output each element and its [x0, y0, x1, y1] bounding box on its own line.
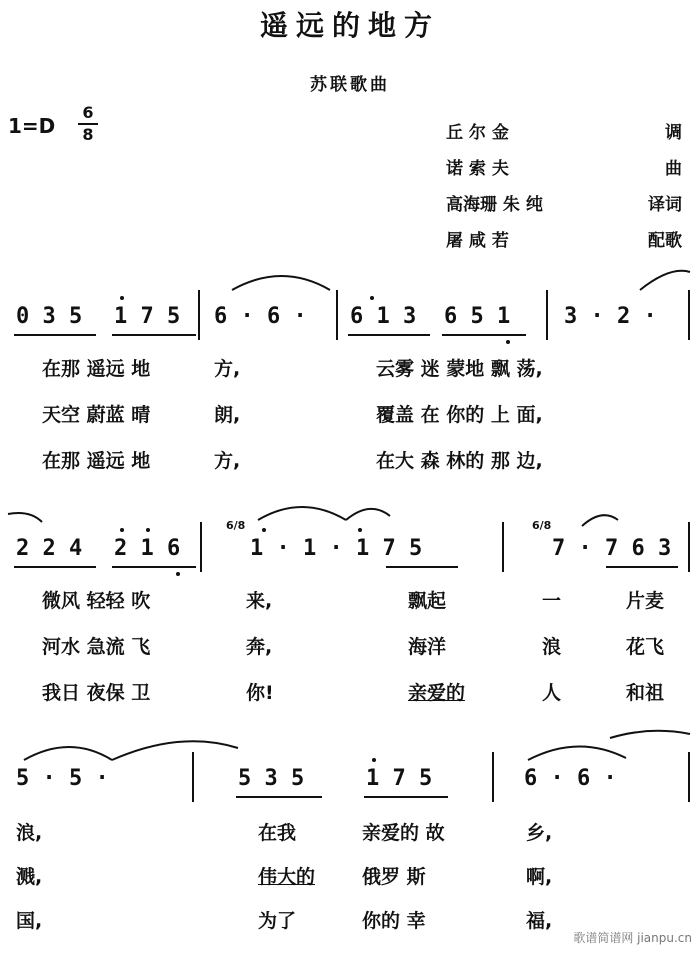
- lyric-line: 在那 遥远 地: [42, 450, 151, 472]
- credit-name: 高海珊 朱 纯: [446, 195, 543, 215]
- slur: [112, 741, 238, 760]
- lyric-line: 在大 森 林的 那 边,: [376, 450, 543, 472]
- slur: [346, 509, 390, 520]
- note-group: 6 · 6 ·: [214, 304, 307, 329]
- lyric-line: 亲爱的 故: [362, 822, 445, 844]
- credit-role: 曲: [665, 159, 682, 179]
- barline: [200, 522, 202, 572]
- notation-line-1: [0, 304, 700, 338]
- lyric-line: 片麦: [626, 590, 665, 612]
- lyric-line: 亲爱的: [408, 682, 466, 704]
- credit-name: 诺 索 夫: [446, 159, 509, 179]
- lyric-line: 天空 蔚蓝 晴: [42, 404, 151, 426]
- octave-dot: [262, 528, 266, 532]
- lyric-line: 来,: [246, 590, 273, 612]
- lyric-line: 一: [542, 590, 562, 612]
- lyric-line: 方,: [214, 358, 241, 380]
- lyric-line: 云雾 迷 蒙地 飘 荡,: [376, 358, 543, 380]
- lyric-line: 浪: [542, 636, 562, 658]
- beam: [364, 796, 448, 798]
- time-numerator: 6: [82, 103, 94, 122]
- lyric-line: 溅,: [16, 866, 43, 888]
- lyric-line: 乡,: [526, 822, 553, 844]
- beam: [236, 796, 322, 798]
- lyric-line: 微风 轻轻 吹: [42, 590, 151, 612]
- slur: [640, 271, 690, 290]
- beam: [386, 566, 458, 568]
- lyric-line: 海洋: [408, 636, 447, 658]
- note-group: 5 · 5 ·: [16, 766, 109, 791]
- note-group: 2 2 4: [16, 536, 83, 561]
- lyric-line: 花飞: [626, 636, 665, 658]
- lyric-line: 河水 急流 飞: [42, 636, 151, 658]
- barline: [492, 752, 494, 802]
- barline: [192, 752, 194, 802]
- note-group: 0 3 5: [16, 304, 83, 329]
- note-group: 6 · 6 ·: [524, 766, 617, 791]
- note-group: 3 · 2 ·: [564, 304, 657, 329]
- credit-role: 调: [665, 123, 682, 143]
- song-subtitle: 苏联歌曲: [310, 75, 390, 95]
- lyric-line: 啊,: [526, 866, 553, 888]
- octave-dot: [358, 528, 362, 532]
- slur: [528, 746, 626, 760]
- slur: [258, 507, 346, 520]
- time-denominator: 8: [82, 125, 94, 144]
- time-change: 6/8: [226, 519, 246, 532]
- beam: [14, 566, 96, 568]
- barline: [336, 290, 338, 340]
- beam: [112, 566, 196, 568]
- lyric-line: 覆盖 在 你的 上 面,: [376, 404, 543, 426]
- credit-name: 丘 尔 金: [446, 123, 509, 143]
- time-change: 6/8: [532, 519, 552, 532]
- lyric-line: 俄罗 斯: [362, 866, 426, 888]
- lyric-line: 国,: [16, 910, 43, 932]
- lyric-line: 和祖: [626, 682, 665, 704]
- beam: [348, 334, 430, 336]
- beam: [442, 334, 526, 336]
- notation-line-2: [0, 536, 700, 570]
- slur: [582, 515, 618, 526]
- slur: [8, 513, 42, 522]
- lyric-line: 浪,: [16, 822, 43, 844]
- lyric-line: 飘起: [408, 590, 447, 612]
- slur: [232, 276, 330, 290]
- lyric-line: 在那 遥远 地: [42, 358, 151, 380]
- octave-dot: [120, 528, 124, 532]
- beam: [606, 566, 678, 568]
- credit-role: 译词: [648, 195, 682, 215]
- slur: [24, 747, 112, 760]
- octave-dot: [176, 572, 180, 576]
- credit-name: 屠 咸 若: [446, 231, 509, 251]
- lyric-line: 为了: [258, 910, 297, 932]
- note-group: 1 7 5: [114, 304, 181, 329]
- lyric-line: 奔,: [246, 636, 273, 658]
- slur: [610, 731, 690, 738]
- note-group: 7 · 7 6 3: [552, 536, 672, 561]
- beam: [112, 334, 196, 336]
- note-group: 6 5 1: [444, 304, 511, 329]
- barline: [688, 290, 690, 340]
- lyric-line: 伟大的: [258, 866, 316, 888]
- watermark: 歌谱简谱网 jianpu.cn: [573, 931, 692, 945]
- octave-dot: [146, 528, 150, 532]
- lyric-line: 人: [542, 682, 562, 704]
- beam: [14, 334, 96, 336]
- lyric-line: 方,: [214, 450, 241, 472]
- lyric-line: 我日 夜保 卫: [42, 682, 151, 704]
- barline: [546, 290, 548, 340]
- credit-role: 配歌: [648, 231, 682, 251]
- note-group: 6 1 3: [350, 304, 417, 329]
- lyric-line: 你!: [246, 682, 274, 704]
- octave-dot: [370, 296, 374, 300]
- note-group: 2 1 6: [114, 536, 181, 561]
- lyric-line: 福,: [526, 910, 553, 932]
- barline: [198, 290, 200, 340]
- song-title: 遥远的地方: [259, 9, 440, 42]
- barline: [688, 752, 690, 802]
- lyric-line: 朗,: [214, 404, 241, 426]
- octave-dot: [372, 758, 376, 762]
- note-group: 1 · 1 · 1 7 5: [250, 536, 423, 561]
- note-group: 5 3 5: [238, 766, 305, 791]
- barline: [502, 522, 504, 572]
- lyric-line: 你的 幸: [362, 910, 426, 932]
- note-group: 1 7 5: [366, 766, 433, 791]
- octave-dot: [120, 296, 124, 300]
- lyric-line: 在我: [258, 822, 297, 844]
- barline: [688, 522, 690, 572]
- notation-line-3: [0, 766, 700, 800]
- octave-dot: [506, 340, 510, 344]
- key-signature: 1=D: [8, 114, 56, 138]
